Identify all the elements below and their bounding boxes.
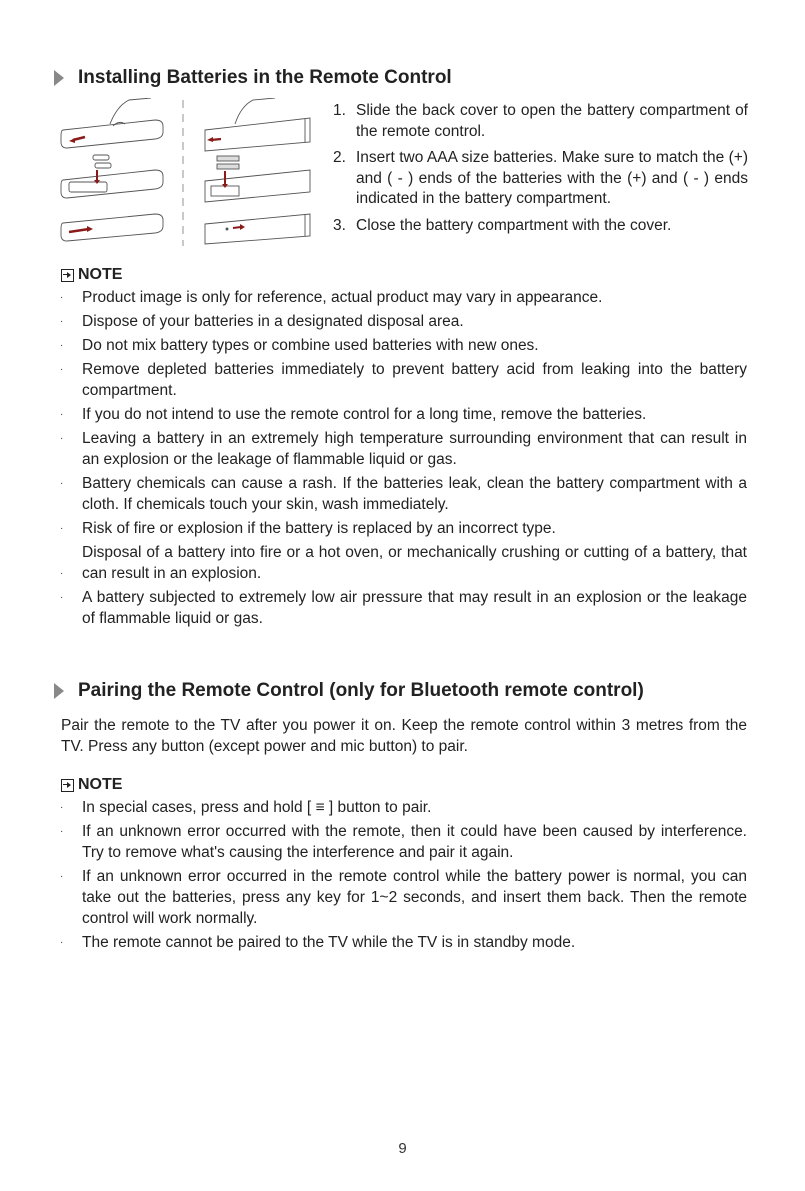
list-item: · Remove depleted batteries immediately to prevent battery acid from leaking into the battery compartment. bbox=[60, 361, 747, 399]
list-item: · In special cases, press and hold [ ≡ ] button to pair. bbox=[60, 799, 432, 816]
page-number: 9 bbox=[398, 1140, 407, 1157]
remote-slim-step2 bbox=[205, 156, 310, 202]
section-title: Installing Batteries in the Remote Control bbox=[78, 67, 452, 88]
remote-round-step3 bbox=[61, 214, 163, 241]
installation-steps bbox=[333, 101, 748, 242]
step-item: 1. Slide the back cover to open the battery compartment of the remote control. bbox=[333, 102, 748, 140]
pairing-intro: Pair the remote to the TV after you power it on. Keep the remote control within 3 metres from the TV. Press any button (except power and mic button) to pair. bbox=[61, 717, 747, 755]
list-item: · Risk of fire or explosion if the battery is replaced by an incorrect type. bbox=[60, 520, 556, 537]
note-arrow-icon bbox=[61, 779, 74, 792]
list-item: · Dispose of your batteries in a designated disposal area. bbox=[60, 313, 464, 330]
note-heading: NOTE bbox=[61, 776, 122, 794]
remote-round-step1 bbox=[61, 98, 163, 148]
remote-round-step2 bbox=[61, 155, 163, 198]
battery-notes-list bbox=[60, 287, 747, 632]
list-item: · If an unknown error occurred with the remote, then it could have been caused by interference. Try to remove what's causing the interference and pair it again. bbox=[60, 823, 747, 861]
step-item: 2. Insert two AAA size batteries. Make sure to match the (+) and ( - ) ends of the batteries with the (+) and ( - ) ends indicated in the battery compartment. bbox=[333, 149, 748, 207]
battery-installation-illustration bbox=[55, 98, 320, 248]
list-item: · A battery subjected to extremely low air pressure that may result in an explosion or the leakage of flammable liquid or gas. bbox=[60, 589, 747, 627]
list-item: · Leaving a battery in an extremely high temperature surrounding environment that can result in an explosion or the leakage of flammable liquid or gas. bbox=[60, 430, 747, 468]
list-item: · Do not mix battery types or combine used batteries with new ones. bbox=[60, 337, 539, 354]
triangle-bullet-icon bbox=[54, 683, 64, 699]
remote-slim-step3 bbox=[205, 214, 310, 244]
step-item: 3. Close the battery compartment with the cover. bbox=[333, 216, 672, 234]
pairing-notes-list bbox=[60, 797, 747, 956]
list-item: · Disposal of a battery into fire or a hot oven, or mechanically crushing or cutting of a battery, that can result in an explosion. bbox=[60, 544, 747, 582]
note-arrow-icon bbox=[61, 269, 74, 282]
list-item: · If an unknown error occurred in the remote control while the battery power is normal, you can take out the batteries, press any key for 1~2 seconds, and insert them back. Then the remote control will work normally. bbox=[60, 868, 747, 927]
note-heading: NOTE bbox=[61, 266, 122, 284]
list-item: · The remote cannot be paired to the TV while the TV is in standby mode. bbox=[60, 934, 576, 951]
triangle-bullet-icon bbox=[54, 70, 64, 86]
section-title: Pairing the Remote Control (only for Bluetooth remote control) bbox=[78, 680, 644, 701]
section-heading-installing-batteries bbox=[54, 67, 452, 89]
list-item: · Product image is only for reference, actual product may vary in appearance. bbox=[60, 289, 603, 306]
list-item: · Battery chemicals can cause a rash. If the batteries leak, clean the battery compartment with a cloth. If chemicals touch your skin, wash immediately. bbox=[60, 475, 747, 513]
remote-slim-step1 bbox=[205, 98, 310, 151]
section-heading-pairing bbox=[54, 680, 644, 702]
list-item: · If you do not intend to use the remote control for a long time, remove the batteries. bbox=[60, 406, 647, 423]
